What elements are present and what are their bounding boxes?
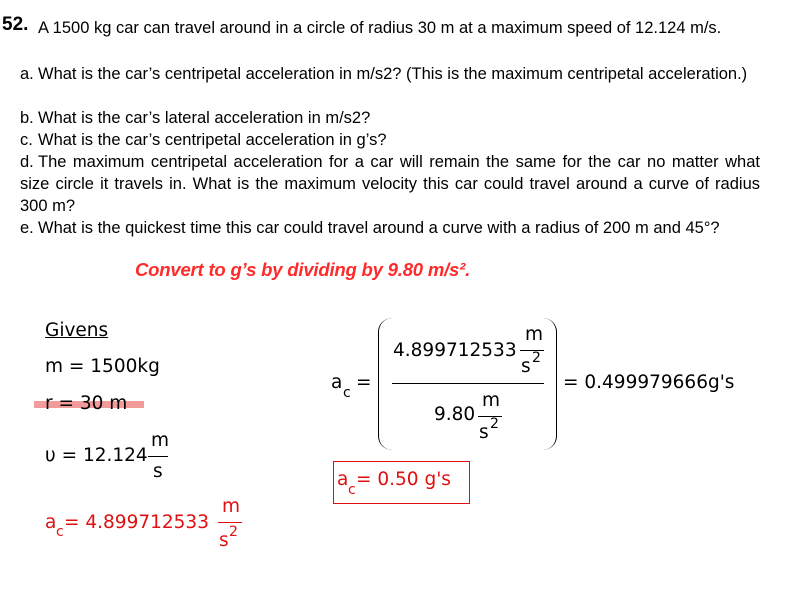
part-label: b. xyxy=(20,109,34,127)
ac-unit-numerator: m xyxy=(222,496,241,517)
right-parenthesis xyxy=(542,318,557,450)
left-parenthesis xyxy=(378,318,393,450)
given-velocity: υ = 12.124 xyxy=(45,445,148,466)
answer-subscript: c xyxy=(348,482,356,498)
numerator-unit-exponent: 2 xyxy=(532,350,541,366)
main-fraction-bar xyxy=(392,383,544,384)
eq-lhs: a xyxy=(331,372,343,393)
unit-denominator: s xyxy=(153,461,163,482)
part-text: The maximum centripetal acceleration for a car will remain the same for the car no matter what size circle it travels in. What is the maximum velocity this car could travel around a curve of radius 300 m? xyxy=(20,153,760,215)
ac-value: = 4.899712533 xyxy=(64,512,209,533)
ac-subscript: c xyxy=(56,524,64,540)
fraction-bar xyxy=(148,456,168,457)
question-text: A 1500 kg car can travel around in a circle of radius 30 m at a maximum speed of 12.124 m/s. xyxy=(38,19,722,37)
conversion-hint: Convert to g’s by dividing by 9.80 m/s². xyxy=(135,259,471,280)
part-b xyxy=(20,107,760,129)
numerator-unit-top: m xyxy=(525,324,544,345)
part-label: d. xyxy=(20,153,34,171)
denominator-unit-exponent: 2 xyxy=(490,416,499,432)
equation-result: = 0.499979666g's xyxy=(563,372,735,393)
numerator-value: 4.899712533 xyxy=(393,340,517,361)
part-d xyxy=(20,151,760,217)
given-radius: r = 30 m xyxy=(45,393,128,414)
part-label: c. xyxy=(20,131,33,149)
ac-unit-denominator: s xyxy=(219,530,229,551)
given-mass: m = 1500kg xyxy=(45,356,160,377)
part-text: What is the car’s lateral acceleration in m/s2? xyxy=(38,109,371,127)
denominator-unit-bottom: s xyxy=(479,422,489,443)
part-e xyxy=(20,217,760,239)
answer-symbol: a xyxy=(337,469,349,490)
eq-equals: = xyxy=(356,372,372,393)
numerator-unit-bottom: s xyxy=(521,356,531,377)
unit-numerator: m xyxy=(151,430,170,451)
denominator-value: 9.80 xyxy=(434,404,476,425)
denominator-unit-top: m xyxy=(482,390,501,411)
givens-heading: Givens xyxy=(45,320,109,341)
ac-fraction-bar xyxy=(218,522,242,523)
part-label: a. xyxy=(20,65,34,83)
part-text: What is the quickest time this car could travel around a curve with a radius of 200 m and 45°? xyxy=(38,219,720,237)
part-c xyxy=(20,129,760,151)
part-text: What is the car’s centripetal acceleration in m/s2? (This is the maximum centripetal acceleration.) xyxy=(38,65,748,83)
question-number: 52. xyxy=(2,14,29,35)
part-label: e. xyxy=(20,219,34,237)
ac-unit-exponent: 2 xyxy=(229,524,238,540)
answer-value: = 0.50 g's xyxy=(356,469,451,490)
part-text: What is the car’s centripetal acceleration in g’s? xyxy=(38,131,387,149)
part-a xyxy=(20,63,760,85)
ac-symbol: a xyxy=(45,512,57,533)
eq-lhs-subscript: c xyxy=(343,385,351,401)
